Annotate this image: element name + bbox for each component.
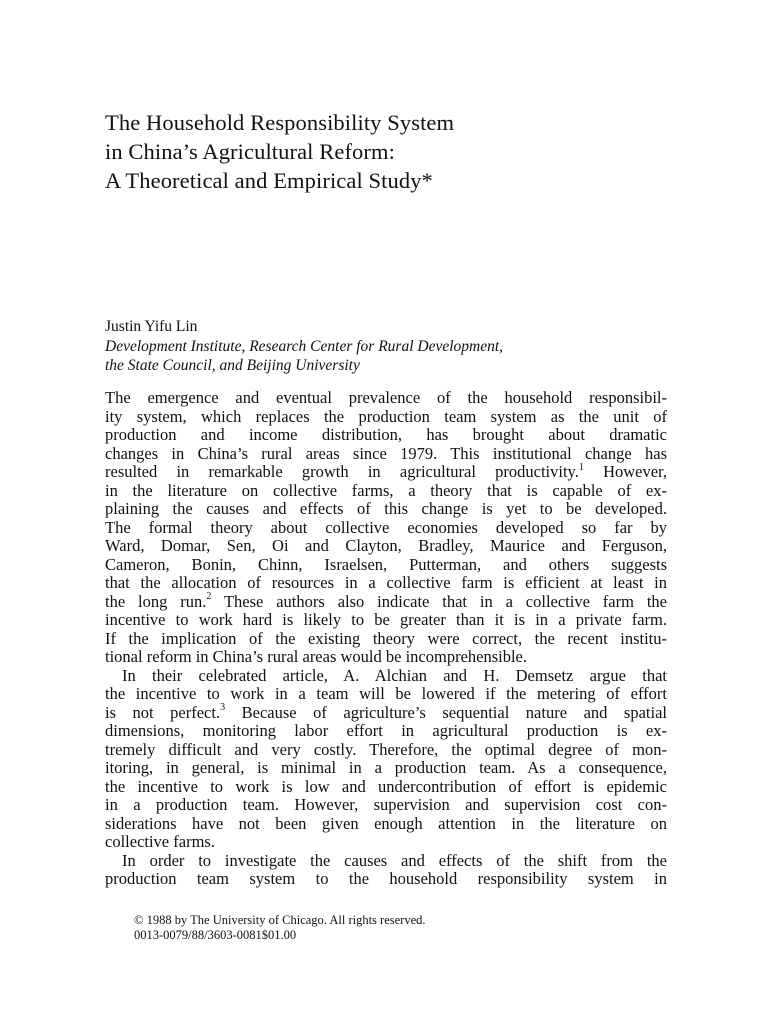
body-line: plaining the causes and effects of this change is yet to be developed. — [105, 499, 667, 518]
body-line: collective farms. — [105, 832, 215, 851]
copyright-footer — [134, 913, 426, 943]
body-line: Ward, Domar, Sen, Oi and Clayton, Bradley, Maurice and Ferguson, — [105, 536, 667, 555]
body-line-with-ref-1 — [105, 463, 667, 482]
body-line: tional reform in China’s rural areas would be incomprehensible. — [105, 647, 527, 666]
footnote-ref[interactable]: 1 — [578, 461, 584, 473]
body-line: in a production team. However, supervision and supervision cost con- — [105, 795, 667, 814]
body-line: production and income distribution, has brought about dramatic — [105, 425, 667, 444]
footnote-ref[interactable]: 3 — [220, 702, 226, 713]
body-line: production team system to the household responsibility system in — [105, 869, 667, 888]
body-text-segment: However, — [583, 462, 668, 481]
body-line-with-ref-2 — [105, 593, 667, 612]
body-line: dimensions, monitoring labor effort in agricultural production is ex- — [105, 721, 667, 740]
body-line: In their celebrated article, A. Alchian and H. Demsetz argue that — [122, 665, 667, 685]
body-text-segment: is not perfect. — [105, 702, 221, 722]
author-block — [105, 317, 685, 376]
author-name: Justin Yifu Lin — [105, 318, 198, 335]
body-line: the incentive to work is low and undercontribution of effort is epidemic — [105, 776, 667, 796]
article-body — [105, 389, 667, 889]
body-line: itoring, in general, is minimal in a production team. As a consequence, — [105, 758, 667, 777]
body-text-segment: resulted in remarkable growth in agricultural productivity. — [105, 462, 579, 481]
body-line: If the implication of the existing theory were correct, the recent institu- — [105, 628, 667, 648]
body-line: The formal theory about collective economies developed so far by — [105, 517, 667, 537]
body-line: in the literature on collective farms, a theory that is capable of ex- — [105, 480, 667, 500]
title-line-2: in China’s Agricultural Reform: — [105, 139, 395, 164]
affiliation-line-2: the State Council, and Beijing University — [105, 357, 360, 374]
body-line-with-ref-3 — [105, 704, 667, 723]
body-line: In order to investigate the causes and effects of the shift from the — [122, 850, 667, 870]
body-line: siderations have not been given enough attention in the literature on — [105, 813, 667, 833]
body-line: incentive to work hard is likely to be greater than it is in a private farm. — [105, 610, 667, 629]
body-text-segment: the long run. — [105, 591, 207, 611]
body-line: that the allocation of resources in a collective farm is efficient at least in — [105, 573, 667, 592]
body-line: tremely difficult and very costly. Therefore, the optimal degree of mon- — [105, 739, 667, 759]
article-code: 0013-0079/88/3603-0081$01.00 — [134, 928, 297, 942]
body-text-segment: These authors also indicate that in a collective farm the — [211, 591, 667, 611]
body-line: ity system, which replaces the production team system as the unit of — [105, 406, 667, 426]
affiliation-line-1: Development Institute, Research Center for Rural Development, — [105, 337, 504, 355]
title-line-3: A Theoretical and Empirical Study* — [105, 168, 433, 193]
body-line: Cameron, Bonin, Chinn, Israelsen, Putterman, and others suggests — [105, 554, 667, 574]
body-line: the incentive to work in a team will be lowered if the metering of effort — [105, 684, 667, 703]
body-text-segment: Because of agriculture’s sequential nature and spatial — [225, 702, 667, 722]
body-line: The emergence and eventual prevalence of the household responsibil- — [105, 388, 667, 407]
copyright-notice: © 1988 by The University of Chicago. All rights reserved. — [134, 913, 426, 927]
title-line-1: The Household Responsibility System — [105, 110, 455, 135]
article-title — [105, 108, 665, 195]
body-line: changes in China’s rural areas since 1979. This institutional change has — [105, 443, 667, 463]
footnote-ref[interactable]: 2 — [206, 591, 212, 602]
